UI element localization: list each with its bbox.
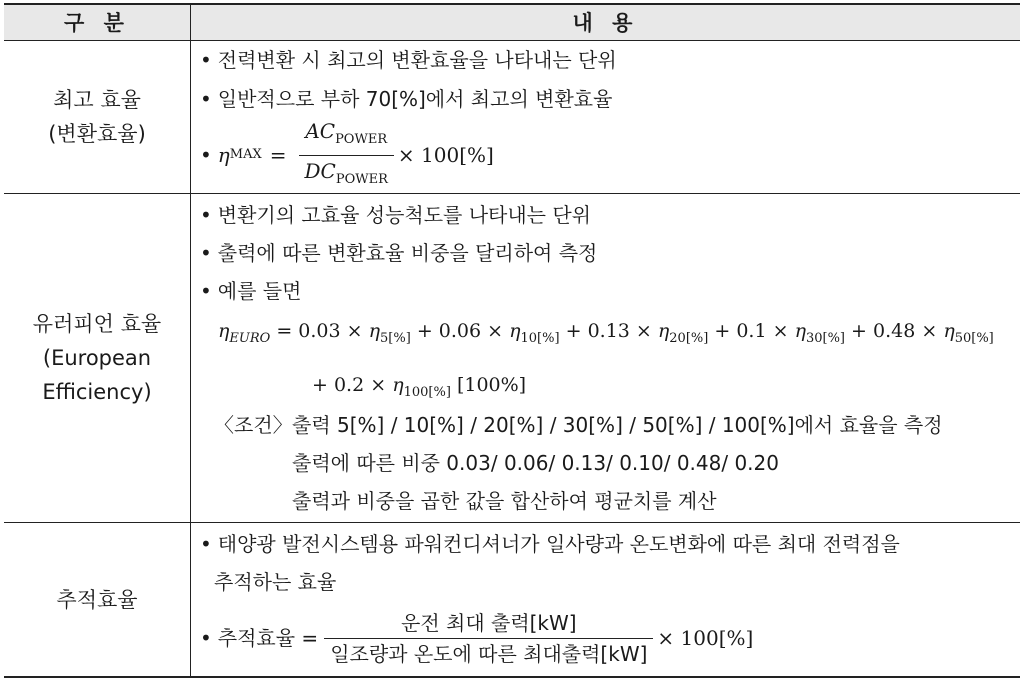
category-tracking-efficiency	[4, 523, 190, 676]
category-line: Efficiency)	[42, 380, 152, 404]
euro-efficiency-formula: $\eta_{EURO} = 0.03 \times \eta_{5[\%]} + 0.06 \times \eta_{10[\%]} + 0.13 \times \eta_{20[\%]} + 0.1 \times \eta_{30[\%]} + 0.48 \times \eta_{50[\%]}$	[218, 320, 994, 346]
table-bottom-border	[4, 676, 1020, 678]
list-item-continued: 추적하는 효율	[214, 570, 337, 594]
formula-fraction: $\frac{\text{운전 최대 출력[kW]}}{\text{일조량과 온도에 따른 최대출력[kW]}}$	[324, 610, 653, 667]
list-item: • 변환기의 고효율 성능척도를 나타내는 단위	[200, 203, 591, 227]
category-line: (European	[42, 346, 152, 370]
max-efficiency-formula: • η MAX = $\frac{AC_{POWER}}{DC_{POWER}}$ × 100[%]	[200, 123, 494, 187]
condition-line: 출력과 비중을 곱한 값을 합산하여 평균치를 계산	[292, 489, 717, 513]
column-divider	[190, 4, 191, 677]
list-item: • 출력에 따른 변환효율 비중을 달리하여 측정	[200, 241, 598, 265]
category-line: (변환효율)	[48, 122, 146, 146]
category-line: 최고 효율	[53, 88, 141, 112]
euro-efficiency-formula-cont: + $0.2 \times \eta_{100[\%]}$ [100%]	[312, 374, 527, 400]
list-item: • 일반적으로 부하 70[%]에서 최고의 변환효율	[200, 87, 613, 111]
header-category: 구 분	[64, 11, 130, 35]
header-content: 내 용	[572, 11, 639, 35]
category-max-efficiency	[4, 41, 190, 193]
list-item: • 예를 들면	[200, 279, 302, 303]
condition-line: 출력 5[%] / 10[%] / 20[%] / 30[%] / 50[%] / 100[%]에서 효율을 측정	[292, 413, 943, 437]
list-item: • 전력변환 시 최고의 변환효율을 나타내는 단위	[200, 48, 617, 72]
condition-line: 출력에 따른 비중 0.03/ 0.06/ 0.13/ 0.10/ 0.48/ 0.20	[292, 451, 779, 475]
list-item: • 태양광 발전시스템용 파워컨디셔너가 일사량과 온도변화에 따른 최대 전력점을	[200, 532, 900, 556]
table-top-border	[4, 3, 1020, 5]
category-line: 유러피언 효율	[32, 312, 162, 336]
formula-fraction: $\frac{AC_{POWER}}{DC_{POWER}}$	[299, 118, 394, 193]
category-european-efficiency	[4, 194, 190, 522]
condition-label: 〈조건〉	[214, 413, 293, 437]
category-line: 추적효율	[56, 587, 138, 612]
tracking-efficiency-formula: • 추적효율 = $\frac{\text{운전 최대 출력[kW]}}{\text{일조량과 온도에 따른 최대출력[kW]}}$ × 100[%]	[200, 610, 754, 666]
